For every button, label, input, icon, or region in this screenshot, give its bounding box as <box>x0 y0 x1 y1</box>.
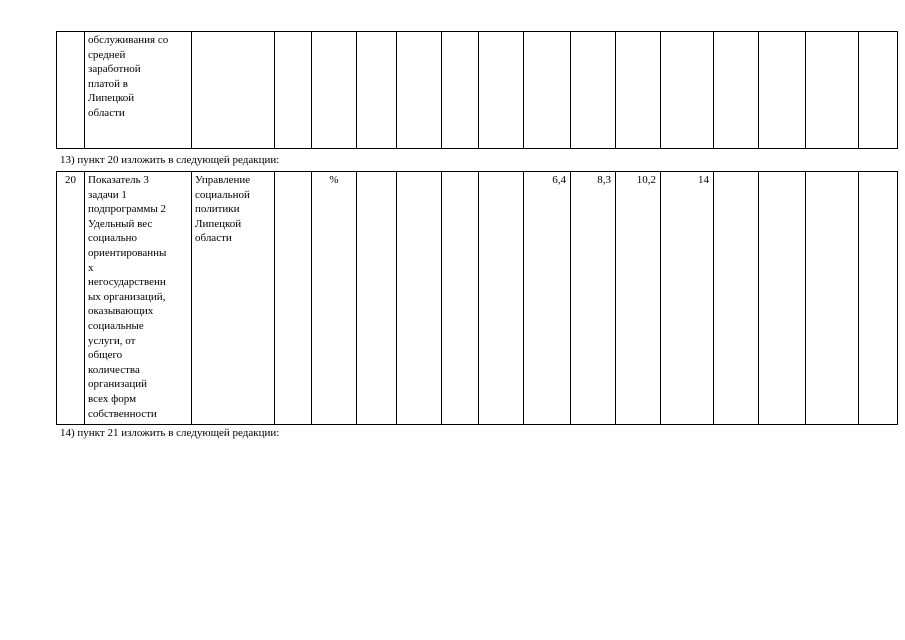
cell-number <box>57 32 85 149</box>
cell-value-2: 8,3 <box>571 172 616 425</box>
cell-col4 <box>275 32 312 149</box>
table-row <box>57 172 898 425</box>
cell-number: 20 <box>57 172 85 425</box>
cell-responsible: Управление социальной политики Липецкой области <box>192 172 275 425</box>
cell-col16 <box>806 32 859 149</box>
cell-col14 <box>714 172 759 425</box>
cell-col17 <box>859 32 898 149</box>
cell-col4 <box>275 172 312 425</box>
cell-unit <box>312 32 357 149</box>
cell-col12 <box>616 32 661 149</box>
cell-value-1: 6,4 <box>524 172 571 425</box>
cell-col15 <box>759 172 806 425</box>
cell-col10 <box>524 32 571 149</box>
cell-unit: % <box>312 172 357 425</box>
cell-value-3: 10,2 <box>616 172 661 425</box>
cell-col14 <box>714 32 759 149</box>
cell-col16 <box>806 172 859 425</box>
amendment-note-13: 13) пункт 20 изложить в следующей редакции: <box>60 154 280 166</box>
cell-col13 <box>661 32 714 149</box>
cell-indicator-name: Показатель 3 задачи 1 подпрограммы 2 Удельный вес социально ориентированны х негосударственн ых организаций, оказывающих социальные услуги, от общего количества организаций всех форм собственности <box>85 172 192 425</box>
cell-responsible <box>192 32 275 149</box>
cell-col11 <box>571 32 616 149</box>
cell-col8 <box>442 32 479 149</box>
cell-col7 <box>397 172 442 425</box>
cell-value-4: 14 <box>661 172 714 425</box>
cell-indicator-name: обслуживания со средней заработной платой в Липецкой области <box>85 32 192 149</box>
cell-col7 <box>397 32 442 149</box>
cell-col6 <box>357 172 397 425</box>
table-point-20 <box>56 171 898 425</box>
cell-col9 <box>479 32 524 149</box>
cell-col17 <box>859 172 898 425</box>
amendment-note-14: 14) пункт 21 изложить в следующей редакции: <box>60 427 280 439</box>
cell-col6 <box>357 32 397 149</box>
table-continuation <box>56 31 898 149</box>
cell-col15 <box>759 32 806 149</box>
cell-col8 <box>442 172 479 425</box>
table-row <box>57 32 898 149</box>
cell-col9 <box>479 172 524 425</box>
